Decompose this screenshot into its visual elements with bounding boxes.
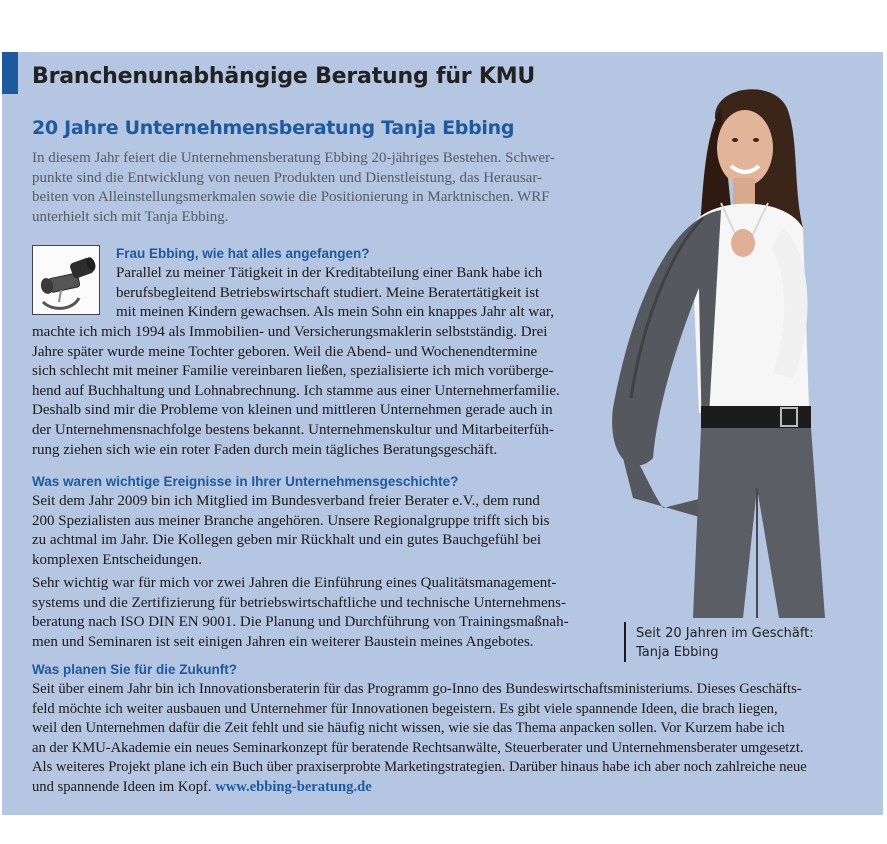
answer-line: beratung nach ISO DIN EN 9001. Die Planung und Durchführung von Trainingsmaßnah- [32,614,569,631]
page-title: Branchenunabhängige Beratung für KMU [32,64,536,89]
question-heading: Was waren wichtige Ereignisse in Ihrer Unternehmensgeschichte? [32,474,459,489]
answer-line: Deshalb sind mir die Probleme von kleinen und mittleren Unternehmen gerade auch in [32,402,553,419]
answer-line: zu achtmal im Jahr. Die Kollegen geben mir Rückhalt und ein gutes Bauchgefühl bei [32,532,542,549]
caption-rule [624,622,626,662]
answer-line: mit meinen Kindern gewachsen. Als mein Sohn ein knappes Jahr alt war, [116,304,555,321]
website-link[interactable]: www.ebbing-beratung.de [215,778,372,795]
answer-line: Parallel zu meiner Tätigkeit in der Kreditabteilung einer Bank habe ich [116,265,543,281]
caption-line: Seit 20 Jahren im Geschäft: [636,626,814,641]
caption-line: Tanja Ebbing [636,645,719,660]
intro-line: beiten von Alleinstellungsmerkmalen sowie die Positionierung in Marktnischen. WRF [32,189,550,206]
article-subtitle: 20 Jahre Unternehmensberatung Tanja Ebbing [32,117,515,139]
answer-line: weil den Unternehmen dafür die Zeit fehlt und sie häufig nicht wissen, wie sie das Thema anpacken sollen. Vor Kurzem habe ich [32,720,785,737]
answer-line [32,778,807,798]
answer-line: Jahre später wurde meine Tochter geboren. Weil die Abend- und Wochenendtermine [32,343,538,360]
answer-line: rung ziehen sich wie ein roter Faden durch mein tägliches Beratungsgeschäft. [32,441,498,458]
answer-text: und spannende Ideen im Kopf. [32,778,212,795]
answer-line: systems und die Zertifizierung für betriebswirtschaftliche und technische Unternehmens- [32,594,566,611]
microphone-image [32,245,100,315]
answer-line: Als weiteres Projekt plane ich ein Buch über praxiserprobte Marketingstrategien. Darüber hinaus habe ich aber noch zahlreiche neue [32,759,807,776]
answer-paragraph [32,574,569,652]
answer-line: sich schlecht mit meiner Familie vereinbaren ließen, spezialisierte ich mich vorüberge- [32,363,554,380]
answer-line: hend auf Buchhaltung und Lohnabrechnung. Ich stamme aus einer Unternehmerfamilie. [32,382,560,399]
answer-line: an der KMU-Akademie ein neues Seminarkonzept für beratende Rechtsanwälte, Steuerberater und Unternehmensberater umgesetzt. [32,739,804,756]
answer-line: 200 Spezialisten aus meiner Branche angehören. Unsere Regionalgruppe trifft sich bis [32,512,550,529]
question-heading: Frau Ebbing, wie hat alles angefangen? [116,246,370,261]
portrait-photo [603,78,875,618]
intro-line: unterhielt sich mit Tanja Ebbing. [32,208,229,225]
photo-caption [636,624,814,662]
answer-line: Seit über einem Jahr bin ich Innovationsberaterin für das Programm go-Inno des Bundeswirtschaftsministeriums. Dieses Geschäfts- [32,681,802,697]
title-accent-bar [2,52,18,94]
intro-line: punkte sind die Entwicklung von neuen Produkten und Dienstleistung, das Herausar- [32,169,543,186]
answer-line: feld möchte ich weiter ausbauen und Unternehmer für Innovationen begeistern. Es gibt viele spannende Ideen, die brach liegen, [32,700,778,717]
question-heading: Was planen Sie für die Zukunft? [32,662,238,677]
answer-line: men und Seminaren ist seit einigen Jahren ein weiterer Baustein meines Angebotes. [32,633,534,650]
answer-paragraph [32,680,807,798]
answer-line: Sehr wichtig war für mich vor zwei Jahren die Einführung eines Qualitätsmanagement- [32,575,557,591]
answer-line: machte ich mich 1994 als Immobilien- und Versicherungsmaklerin selbstständig. Drei [32,324,548,340]
answer-paragraph [32,492,550,570]
answer-paragraph-indented [116,264,554,323]
answer-line: der Unternehmensnachfolge bestens bekannt. Unternehmenskultur und Mitarbeiterfüh- [32,421,554,438]
intro-paragraph [32,149,555,227]
answer-paragraph [32,323,560,460]
answer-line: komplexen Entscheidungen. [32,551,202,568]
answer-line: berufsbegleitend Betriebswirtschaft studiert. Meine Beratertätigkeit ist [116,284,540,301]
intro-line: In diesem Jahr feiert die Unternehmensberatung Ebbing 20-jähriges Bestehen. Schwer- [32,150,555,166]
microphone-icon [33,246,100,315]
answer-line: Seit dem Jahr 2009 bin ich Mitglied im Bundesverband freier Berater e.V., dem rund [32,493,540,509]
